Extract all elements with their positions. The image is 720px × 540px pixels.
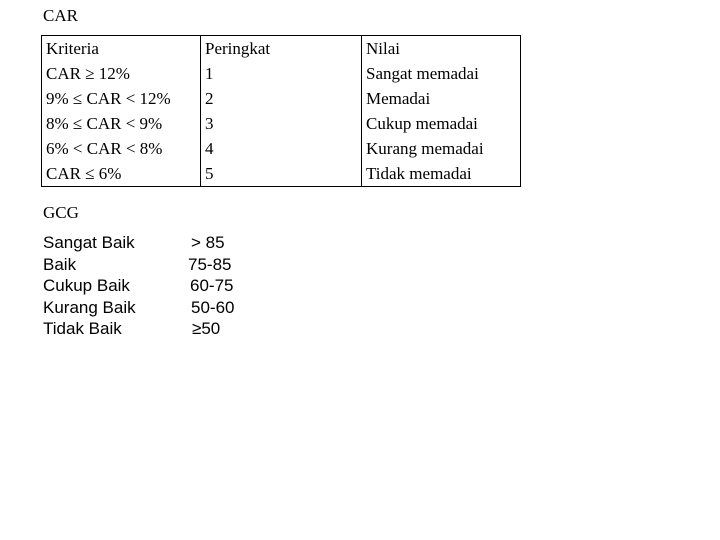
gcg-label: Tidak Baik [43, 319, 122, 338]
peringkat-cell: 5 [205, 164, 214, 183]
gcg-value: 75-85 [188, 254, 232, 274]
gcg-value: ≥50 [192, 319, 221, 338]
nilai-cell: Cukup memadai [366, 114, 478, 133]
peringkat-cell: 3 [205, 114, 214, 133]
car-rating-table [41, 35, 521, 187]
nilai-cell: Sangat memadai [366, 64, 479, 83]
gcg-value: > 85 [191, 233, 225, 252]
kriteria-cell: CAR ≥ 12% [46, 64, 130, 83]
peringkat-column [201, 36, 362, 187]
nilai-cell: Kurang memadai [366, 139, 484, 158]
gcg-label: Sangat Baik [43, 233, 135, 252]
kriteria-cell: 8% ≤ CAR < 9% [46, 114, 163, 133]
gcg-value: 60-75 [190, 276, 234, 295]
gcg-label: Baik [43, 254, 77, 274]
gcg-label: Cukup Baik [43, 276, 130, 295]
kriteria-cell: CAR ≤ 6% [46, 164, 122, 183]
nilai-cell: Tidak memadai [366, 164, 472, 183]
peringkat-cell: 4 [205, 139, 214, 158]
car-heading: CAR [43, 6, 78, 25]
peringkat-cell: 1 [205, 64, 214, 83]
kriteria-column [42, 36, 201, 187]
nilai-header: Nilai [366, 39, 400, 58]
gcg-value: 50-60 [191, 297, 235, 317]
kriteria-cell: 9% ≤ CAR < 12% [46, 89, 171, 108]
kriteria-cell: 6% < CAR < 8% [46, 139, 163, 158]
nilai-column [362, 36, 521, 187]
gcg-label: Kurang Baik [43, 297, 136, 317]
kriteria-header: Kriteria [46, 39, 99, 58]
nilai-cell: Memadai [366, 89, 431, 108]
peringkat-header: Peringkat [205, 39, 271, 58]
table-row [42, 36, 521, 187]
gcg-heading: GCG [43, 203, 79, 222]
peringkat-cell: 2 [205, 89, 214, 108]
